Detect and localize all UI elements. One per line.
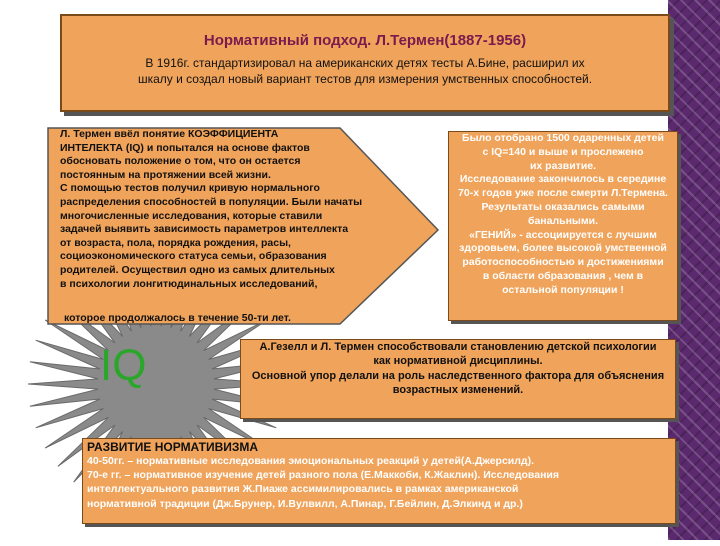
iq-concept-text	[60, 128, 420, 291]
longitudinal-duration-text: которое продолжалось в течение 50-ти лет.	[64, 312, 291, 324]
title-description	[80, 55, 650, 87]
gifted-children-box	[448, 131, 678, 321]
gesell-terman-box	[240, 339, 676, 419]
text-line: в психологии лонгитюдинальных исследований,	[60, 277, 318, 290]
text-line: ИНТЕЛЕКТА (IQ) и попытался на основе фактов	[60, 141, 310, 154]
section-heading: РАЗВИТИЕ НОРМАТИВИЗМА	[87, 440, 259, 454]
text-line: постоянным на протяжении всей жизни.	[60, 168, 271, 181]
text-line: от возраста, пола, порядка рождения, расы,	[60, 236, 291, 249]
text-line: Было отобрано 1500 одаренных детей	[462, 132, 664, 144]
text-line: возрастных изменений.	[392, 384, 524, 397]
text-line: социоэкономического статуса семьи, образования	[60, 250, 327, 263]
text-line: Исследование закончилось в середине	[459, 173, 667, 186]
text-line: задачей выявить зависимость параметров интеллекта	[60, 223, 349, 236]
text-line: с IQ=140 и выше и прослежено	[482, 145, 644, 158]
text-line: Результаты оказались самыми	[481, 200, 645, 213]
text-line: как нормативной дисциплины.	[373, 355, 543, 368]
text-line: здоровьем, более высокой умственной	[459, 242, 667, 255]
text-line: в области образования , чем в	[482, 269, 644, 282]
text-line: А.Гезелл и Л. Термен способствовали становлению детской психологии	[259, 341, 657, 353]
page-title: Нормативный подход. Л.Термен(1887-1956)	[203, 32, 527, 49]
text-line: 70-е гг. – нормативное изучение детей разного пола (Е.Маккоби, К.Жаклин). Исследования	[87, 469, 560, 482]
text-line: 40-50гг. – нормативные исследования эмоциональных реакций у детей(А.Джерсилд).	[87, 455, 535, 467]
text-line: многочисленные исследования, которые ставили	[60, 209, 323, 222]
iq-label: IQ	[100, 341, 147, 390]
text-line: С помощью тестов получил кривую нормального	[60, 182, 320, 195]
text-line: родителей. Осуществил одно из самых длительных	[60, 263, 335, 276]
text-line: 70-х годов уже после смерти Л.Термена.	[458, 187, 668, 200]
text-line: обосновать положение о том, что он остается	[60, 155, 301, 168]
title-box	[60, 14, 670, 112]
text-line: остальной популяции !	[502, 283, 624, 296]
title-line: В 1916г. стандартизировал на американских детях тесты А.Бине, расширил их	[145, 56, 585, 70]
text-line: работоспособностью и достижениями	[462, 256, 664, 269]
text-line: «ГЕНИЙ» - ассоциируется с лучшим	[469, 228, 657, 241]
text-line: распределения способностей в популяции. Были начаты	[60, 195, 363, 208]
text-line: нормативной традиции (Дж.Брунер, И.Вулвилл, А.Пинар, Г.Бейлин, Д.Элкинд и др.)	[87, 497, 523, 510]
title-line: шкалу и создал новый вариант тестов для измерения умственных способностей.	[137, 72, 593, 86]
text-line: Л. Термен ввёл понятие КОЭФФИЦИЕНТА	[60, 128, 279, 140]
text-line: их развитие.	[529, 159, 597, 172]
text-line: Основной упор делали на роль наследственного фактора для объяснения	[251, 369, 665, 382]
text-line: интеллектуального развития Ж.Пиаже ассимилировались в рамках американской	[87, 483, 519, 496]
normativism-development-box	[82, 438, 676, 524]
text-line: банальными.	[527, 214, 599, 227]
